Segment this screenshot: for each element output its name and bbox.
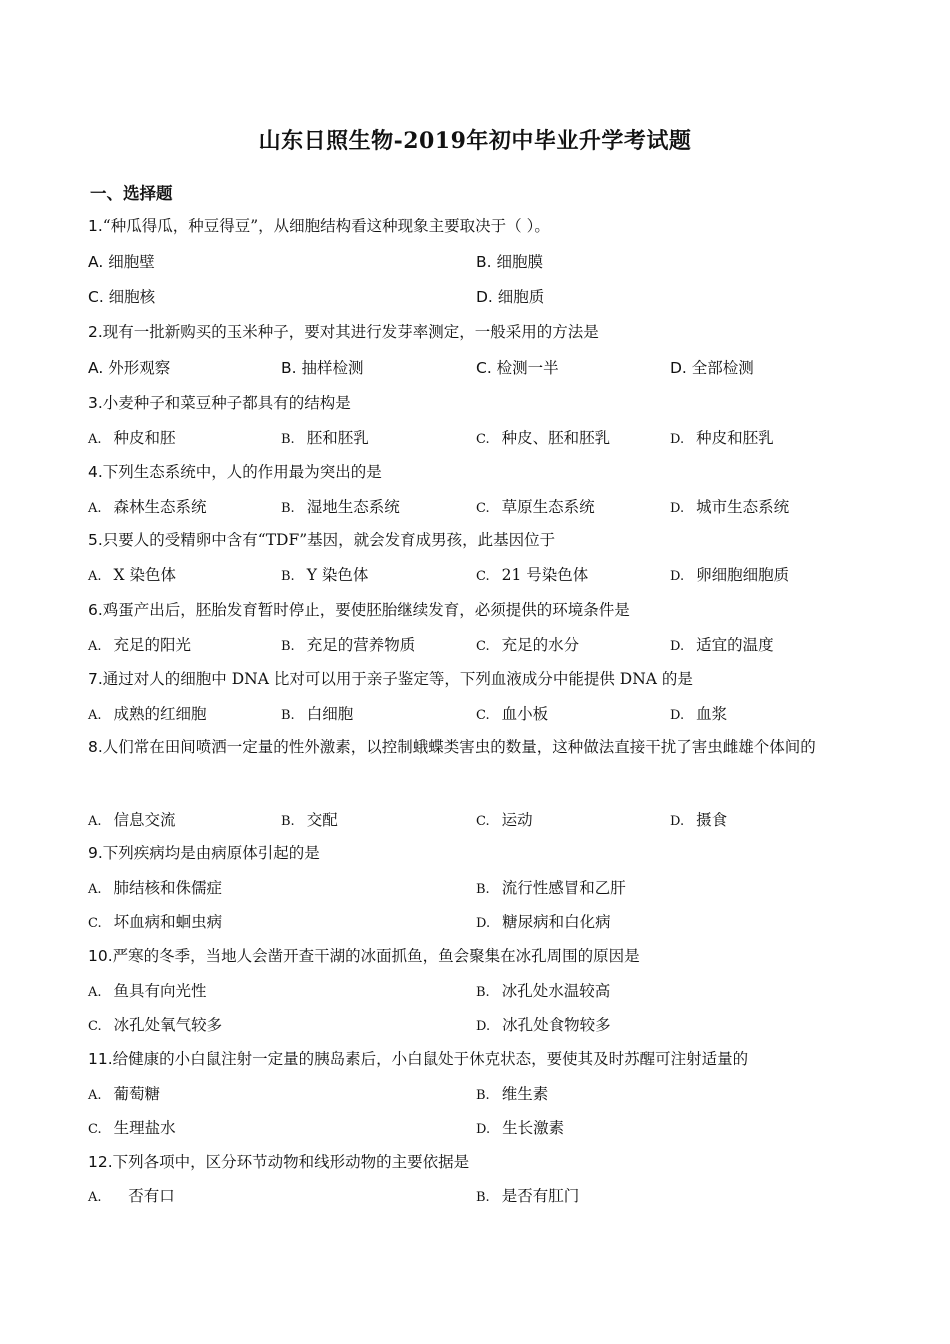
option-b: B. 流行性感冒和乙肝 bbox=[476, 879, 626, 897]
option-a: A. 外形观察 bbox=[88, 359, 171, 377]
question-text: 现有一批新购买的玉米种子，要对其进行发芽率测定，一般采用的方法是 bbox=[102, 323, 599, 341]
question-number: 12. bbox=[88, 1153, 113, 1171]
option-b: B. 抽样检测 bbox=[281, 359, 364, 377]
question-5 bbox=[88, 530, 868, 550]
question-number: 2. bbox=[88, 323, 103, 341]
question-8 bbox=[88, 728, 863, 766]
option-d: D. 细胞质 bbox=[476, 288, 545, 306]
question-number: 5. bbox=[88, 531, 103, 549]
option-b: B. 细胞膜 bbox=[476, 253, 543, 271]
section-heading: 一、选择题 bbox=[90, 184, 173, 203]
option-d: D. 卵细胞细胞质 bbox=[670, 566, 790, 584]
option-c: C. 充足的水分 bbox=[476, 636, 580, 654]
option-d: D. 糖尿病和白化病 bbox=[476, 913, 611, 931]
question-number: 8. bbox=[88, 738, 103, 756]
option-c: C. 生理盐水 bbox=[88, 1119, 176, 1137]
question-number: 1. bbox=[88, 217, 103, 235]
question-text: 通过对人的细胞中 DNA 比对可以用于亲子鉴定等，下列血液成分中能提供 DNA 的是 bbox=[102, 670, 693, 688]
option-d: D. 冰孔处食物较多 bbox=[476, 1016, 611, 1034]
question-3 bbox=[88, 393, 868, 413]
question-text: 只要人的受精卵中含有“TDF”基因，就会发育成男孩，此基因位于 bbox=[102, 531, 556, 549]
option-b: B. 胚和胚乳 bbox=[281, 429, 369, 447]
option-d: D. 生长激素 bbox=[476, 1119, 565, 1137]
option-c: C. 细胞核 bbox=[88, 288, 156, 306]
question-number: 7. bbox=[88, 670, 103, 688]
option-d: D. 城市生态系统 bbox=[670, 498, 790, 516]
question-text: 小麦种子和菜豆种子都具有的结构是 bbox=[102, 394, 351, 412]
question-10 bbox=[88, 946, 868, 966]
option-b: B. 湿地生态系统 bbox=[281, 498, 400, 516]
option-a: A. 否有口 bbox=[88, 1187, 175, 1205]
option-a: A. 充足的阳光 bbox=[88, 636, 192, 654]
option-d: D. 全部检测 bbox=[670, 359, 754, 377]
option-c: C. 草原生态系统 bbox=[476, 498, 595, 516]
option-a: A. 葡萄糖 bbox=[88, 1085, 161, 1103]
question-9 bbox=[88, 843, 868, 863]
option-b: B. Y 染色体 bbox=[281, 566, 369, 584]
option-b: B. 是否有肛门 bbox=[476, 1187, 580, 1205]
option-a: A. 鱼具有向光性 bbox=[88, 982, 207, 1000]
question-number: 11. bbox=[88, 1050, 113, 1068]
question-text: 给健康的小白鼠注射一定量的胰岛素后，小白鼠处于休克状态，要使其及时苏醒可注射适量的 bbox=[112, 1050, 749, 1068]
question-text: 下列疾病均是由病原体引起的是 bbox=[102, 844, 320, 862]
page-title: 山东日照生物-2019年初中毕业升学考试题 bbox=[258, 128, 692, 154]
question-text: 人们常在田间喷洒一定量的性外激素，以控制蛾蝶类害虫的数量，这种做法直接干扰了害虫雌雄个体间的 bbox=[102, 738, 816, 756]
option-a: A. 成熟的红细胞 bbox=[88, 705, 207, 723]
option-d: D. 适宜的温度 bbox=[670, 636, 774, 654]
option-d: D. 血浆 bbox=[670, 705, 728, 723]
option-c: C. 坏血病和蛔虫病 bbox=[88, 913, 223, 931]
question-7 bbox=[88, 669, 868, 689]
question-text: 下列生态系统中，人的作用最为突出的是 bbox=[102, 463, 382, 481]
question-text: 下列各项中，区分环节动物和线形动物的主要依据是 bbox=[112, 1153, 470, 1171]
option-a: A. X 染色体 bbox=[88, 566, 176, 584]
question-number: 9. bbox=[88, 844, 103, 862]
option-a: A. 肺结核和侏儒症 bbox=[88, 879, 223, 897]
option-c: C. 运动 bbox=[476, 811, 533, 829]
question-12 bbox=[88, 1152, 868, 1172]
option-a: A. 信息交流 bbox=[88, 811, 176, 829]
option-b: B. 交配 bbox=[281, 811, 338, 829]
option-a: A. 细胞壁 bbox=[88, 253, 155, 271]
question-text: “种瓜得瓜，种豆得豆”，从细胞结构看这种现象主要取决于（ ）。 bbox=[102, 217, 550, 235]
option-c: C. 种皮、胚和胚乳 bbox=[476, 429, 611, 447]
option-b: B. 维生素 bbox=[476, 1085, 549, 1103]
question-number: 6. bbox=[88, 601, 103, 619]
option-a: A. 森林生态系统 bbox=[88, 498, 207, 516]
option-d: D. 摄食 bbox=[670, 811, 728, 829]
option-c: C. 21 号染色体 bbox=[476, 566, 589, 584]
option-c: C. 冰孔处氧气较多 bbox=[88, 1016, 223, 1034]
option-b: B. 冰孔处水温较高 bbox=[476, 982, 611, 1000]
option-b: B. 白细胞 bbox=[281, 705, 354, 723]
question-number: 3. bbox=[88, 394, 103, 412]
question-4 bbox=[88, 462, 868, 482]
option-d: D. 种皮和胚乳 bbox=[670, 429, 774, 447]
question-6 bbox=[88, 600, 868, 620]
option-a: A. 种皮和胚 bbox=[88, 429, 176, 447]
question-2 bbox=[88, 322, 868, 342]
option-c: C. 检测一半 bbox=[476, 359, 559, 377]
question-1 bbox=[88, 216, 868, 236]
question-text: 鸡蛋产出后，胚胎发育暂时停止，要使胚胎继续发育，必须提供的环境条件是 bbox=[102, 601, 630, 619]
option-c: C. 血小板 bbox=[476, 705, 549, 723]
question-11 bbox=[88, 1049, 868, 1069]
question-text: 严寒的冬季，当地人会凿开查干湖的冰面抓鱼，鱼会聚集在冰孔周围的原因是 bbox=[112, 947, 640, 965]
question-number: 10. bbox=[88, 947, 113, 965]
question-number: 4. bbox=[88, 463, 103, 481]
option-b: B. 充足的营养物质 bbox=[281, 636, 416, 654]
